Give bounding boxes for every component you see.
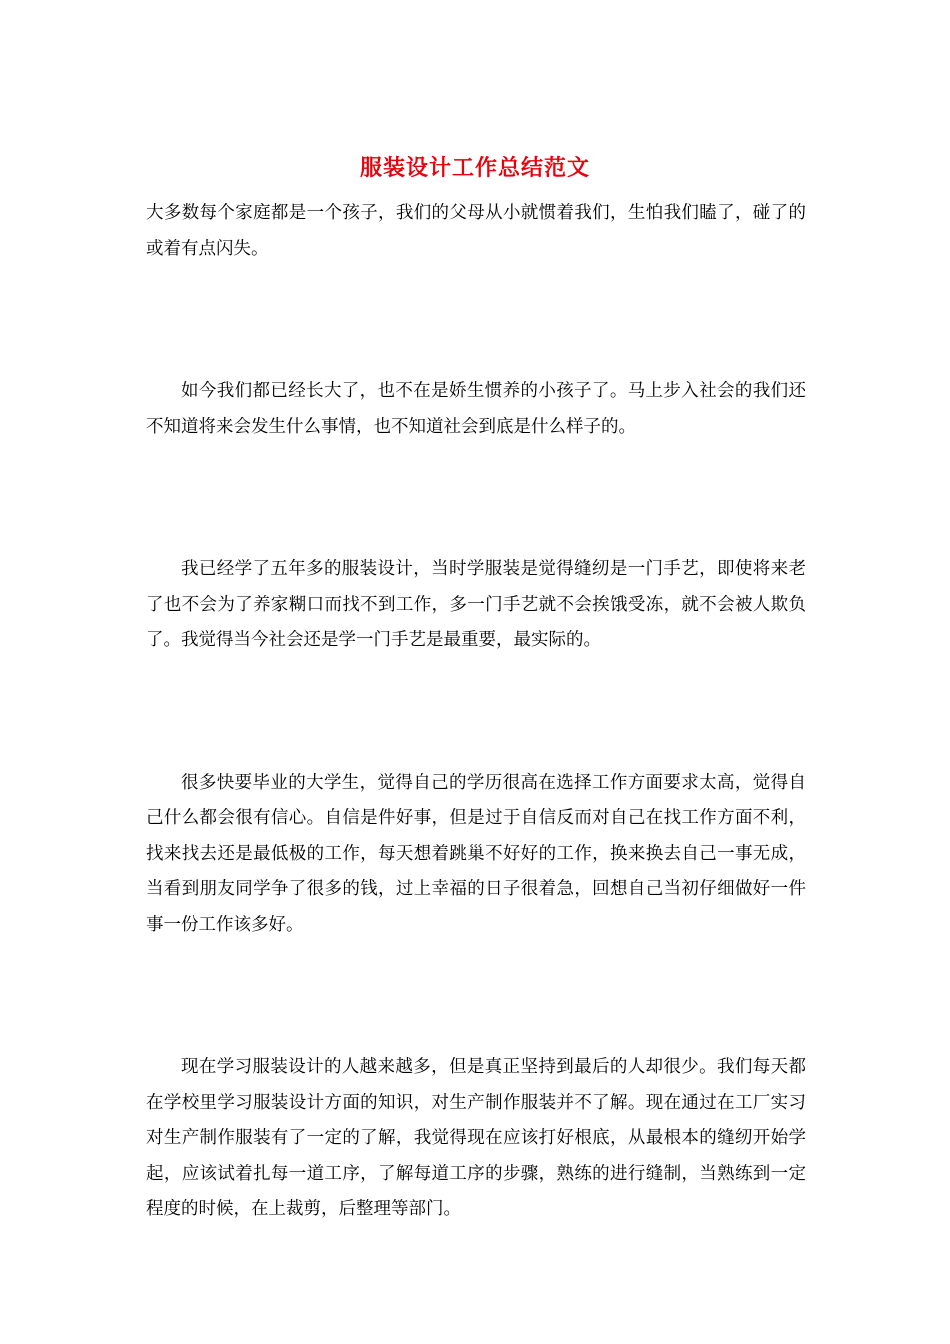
paragraph-1: 大多数每个家庭都是一个孩子，我们的父母从小就惯着我们，生怕我们瞌了，碰了的或着有点闪失。 xyxy=(146,203,806,259)
paragraph-2: 如今我们都已经长大了，也不在是娇生惯养的小孩子了。马上步入社会的我们还不知道将来会发生什么事情，也不知道社会到底是什么样子的。 xyxy=(146,381,806,437)
paragraph-spacer xyxy=(146,267,806,374)
paragraph-5: 现在学习服装设计的人越来越多，但是真正坚持到最后的人却很少。我们每天都在学校里学习服装设计方面的知识，对生产制作服装并不了解。现在通过在工厂实习对生产制作服装有了一定的了解，我觉得现在应该打好根底，从最根本的缝纫开始学起，应该试着扎每一道工序，了解每道工序的步骤，熟练的进行缝制，当熟练到一定程度的时候，在上裁剪，后整理等部门。 xyxy=(146,1057,806,1219)
paragraph-3: 我已经学了五年多的服装设计，当时学服装是觉得缝纫是一门手艺，即使将来老了也不会为了养家糊口而找不到工作，多一门手艺就不会挨饿受冻，就不会被人欺负了。我觉得当今社会还是学一门手艺是最重要，最实际的。 xyxy=(146,559,806,650)
paragraph-spacer xyxy=(146,659,806,766)
document-title: 服装设计工作总结范文 xyxy=(359,155,590,181)
paragraph-4: 很多快要毕业的大学生，觉得自己的学历很高在选择工作方面要求太高，觉得自己什么都会很有信心。自信是件好事，但是过于自信反而对自己在找工作方面不利，找来找去还是最低极的工作，每天想着跳巢不好好的工作，换来换去自己一事无成，当看到朋友同学争了很多的钱，过上幸福的日子很着急，回想自己当初仔细做好一件事一份工作该多好。 xyxy=(146,772,806,935)
paragraph-spacer xyxy=(146,943,806,1050)
paragraph-spacer xyxy=(146,445,806,552)
document-body xyxy=(146,196,806,1228)
